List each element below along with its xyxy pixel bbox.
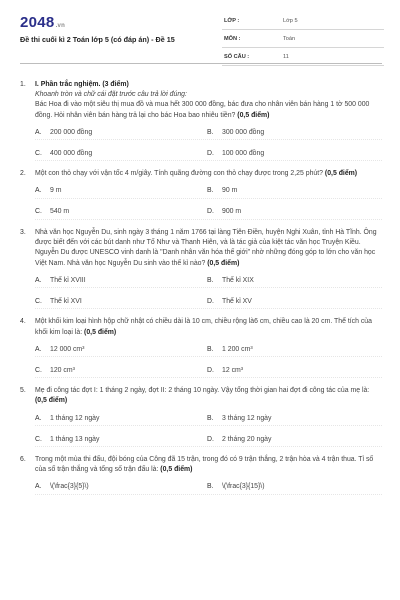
option-row [35, 365, 382, 378]
option-text: 1 200 cm³ [222, 345, 253, 353]
meta-value: 11 [283, 53, 289, 60]
question-item [20, 455, 382, 494]
option-text: 1 tháng 13 ngày [50, 435, 100, 443]
answer-option[interactable] [207, 345, 379, 355]
document-title: Đề thi cuối kì 2 Toán lớp 5 (có đáp án) - Đề 15 [20, 35, 175, 44]
option-label: D. [207, 149, 214, 157]
logo-text: 2048 [20, 14, 55, 31]
option-row [35, 207, 382, 220]
option-text: Thế kỉ XVIII [50, 276, 86, 284]
option-label: D. [207, 366, 214, 374]
answer-option[interactable] [35, 149, 207, 159]
option-label: B. [207, 276, 214, 284]
option-text: 540 m [50, 208, 70, 216]
option-label: B. [207, 483, 214, 491]
option-label: A. [35, 187, 42, 195]
option-label: B. [207, 414, 214, 422]
question-text: Nhà văn học Nguyễn Du, sinh ngày 3 tháng 1 năm 1766 tại làng Tiên Điền, huyện Nghi Xuân, tỉnh Hà Tĩnh. Ông được biết đến với các bút danh như Tố Như và Thanh Hiên, và là tác giả của kiệt tác văn học Truyện Kiều. Nguyễn Du được UNESCO vinh danh là "Danh nhân văn hóa thế giới" nhờ những đóng góp to lớn cho văn học Việt Nam. Nhà văn học Nguyễn Du sinh vào thế kỉ nào? [35, 229, 377, 267]
question-points: (0,5 điểm) [237, 111, 270, 119]
answer-option[interactable] [207, 276, 379, 286]
option-text: 2 tháng 20 ngày [222, 435, 272, 443]
meta-key: LỚP : [224, 17, 240, 24]
logo-suffix: .vn [55, 23, 66, 29]
meta-key: SỐ CÂU : [224, 53, 250, 60]
option-text: Thế kỉ XIX [222, 276, 254, 284]
instruction-text: Khoanh tròn và chữ cái đặt trước câu trả lời đúng: [35, 91, 187, 99]
option-text: 90 m [222, 187, 238, 195]
option-row [35, 344, 382, 357]
question-text: Một khối kim loại hình hộp chữ nhật có chiều dài là 10 cm, chiều rộng là6 cm, chiều cao là 20 cm. Thể tích của khối kim loại là: [35, 318, 372, 336]
meta-row [222, 30, 384, 48]
answer-option[interactable] [207, 482, 379, 492]
question-item [20, 169, 382, 219]
option-text: 200 000 đồng [50, 128, 93, 136]
question-text: Mẹ đi công tác đợt I: 1 tháng 2 ngày, đợt II: 2 tháng 10 ngày. Vậy tổng thời gian hai đợt đi công tác của mẹ là: [35, 387, 370, 395]
answer-options [35, 275, 382, 309]
option-text: 3 tháng 12 ngày [222, 414, 272, 422]
option-text: Thế kỉ XVI [50, 297, 82, 305]
option-row [35, 148, 382, 161]
answer-options [35, 413, 382, 447]
option-label: A. [35, 276, 42, 284]
option-text: 100 000 đồng [222, 149, 265, 157]
answer-option[interactable] [35, 276, 207, 286]
answer-option[interactable] [207, 297, 379, 307]
question-text: Một con thỏ chạy với vận tốc 4 m/giây. Tính quãng đường con thỏ chạy được trong 2,25 phút? [35, 170, 323, 178]
question-number: 3. [20, 229, 26, 237]
header-divider [20, 63, 382, 64]
option-row [35, 127, 382, 140]
option-row [35, 482, 382, 495]
answer-option[interactable] [35, 366, 207, 376]
option-label: D. [207, 435, 214, 443]
meta-key: MÔN : [224, 35, 241, 42]
option-text: 900 m [222, 208, 242, 216]
answer-option[interactable] [35, 186, 207, 196]
answer-option[interactable] [207, 207, 379, 217]
answer-option[interactable] [207, 414, 379, 424]
answer-option[interactable] [35, 482, 207, 492]
question-text: Trong một mùa thi đấu, đội bóng của Công đã 15 trận, trong đó có 9 trận thắng, 2 trận hòa và 4 trận thua. Tỉ số của số trận thắng và tổng số trận đấu là: [35, 456, 374, 474]
answer-option[interactable] [35, 128, 207, 138]
option-label: C. [35, 366, 42, 374]
option-label: C. [35, 208, 42, 216]
option-text: 9 m [50, 187, 62, 195]
option-text: 1 tháng 12 ngày [50, 414, 100, 422]
meta-value: Lớp 5 [283, 17, 298, 24]
option-label: B. [207, 187, 214, 195]
question-points: (0,5 điểm) [160, 466, 193, 474]
option-text: 12 000 cm³ [50, 345, 85, 353]
option-label: B. [207, 128, 214, 136]
question-number: 5. [20, 387, 26, 395]
option-label: D. [207, 297, 214, 305]
answer-option[interactable] [35, 297, 207, 307]
option-text: 120 cm³ [50, 366, 75, 374]
option-label: C. [35, 149, 42, 157]
option-row [35, 186, 382, 199]
option-label: C. [35, 435, 42, 443]
option-row [35, 434, 382, 447]
answer-option[interactable] [207, 435, 379, 445]
option-text: 300 000 đồng [222, 128, 265, 136]
answer-options [35, 186, 382, 220]
answer-option[interactable] [35, 345, 207, 355]
option-text: Thế kỉ XV [222, 297, 252, 305]
question-item [20, 317, 382, 377]
question-text: Bác Hoa đi vào một siêu thị mua đồ và mua hết 300 000 đồng, bác đưa cho nhân viên bán hàng 1 tờ 500 000 đồng. Hỏi nhân viên bán hàng trả lại cho bác Hoa bao nhiêu tiền? [35, 101, 370, 119]
meta-table [222, 12, 384, 66]
option-label: A. [35, 483, 42, 491]
meta-value: Toán [283, 35, 296, 42]
answer-option[interactable] [207, 186, 379, 196]
answer-options [35, 127, 382, 161]
option-text: \(\frac{3}{15}\) [222, 483, 265, 491]
question-list [20, 80, 382, 503]
question-points: (0,5 điểm) [207, 259, 240, 267]
question-item [20, 228, 382, 309]
answer-options [35, 482, 382, 495]
question-points: (0,5 điểm) [324, 170, 358, 178]
section-heading: I. Phần trắc nghiệm. (3 điểm) [35, 81, 129, 88]
option-label: B. [207, 345, 214, 353]
answer-option[interactable] [35, 207, 207, 217]
question-points: (0,5 điểm) [35, 397, 68, 405]
answer-option[interactable] [207, 149, 379, 159]
answer-options [35, 344, 382, 378]
answer-option[interactable] [207, 128, 379, 138]
question-number: 4. [20, 318, 26, 326]
option-row [35, 275, 382, 288]
option-label: A. [35, 414, 42, 422]
option-label: D. [207, 208, 214, 216]
answer-option[interactable] [35, 414, 207, 424]
question-number: 6. [20, 456, 26, 464]
question-points: (0,5 điểm) [84, 328, 117, 336]
site-logo[interactable] [20, 14, 65, 31]
option-text: \(\frac{3}{5}\) [50, 483, 89, 491]
meta-row [222, 12, 384, 30]
option-text: 400 000 đồng [50, 149, 93, 157]
answer-option[interactable] [35, 435, 207, 445]
option-text: 12 cm³ [222, 366, 244, 374]
question-number: 2. [20, 170, 26, 178]
option-row [35, 413, 382, 426]
question-item [20, 386, 382, 446]
option-label: C. [35, 297, 42, 305]
option-label: A. [35, 128, 42, 136]
option-label: A. [35, 345, 42, 353]
question-item [20, 80, 382, 161]
question-number: 1. [20, 81, 26, 88]
option-row [35, 296, 382, 309]
answer-option[interactable] [207, 366, 379, 376]
